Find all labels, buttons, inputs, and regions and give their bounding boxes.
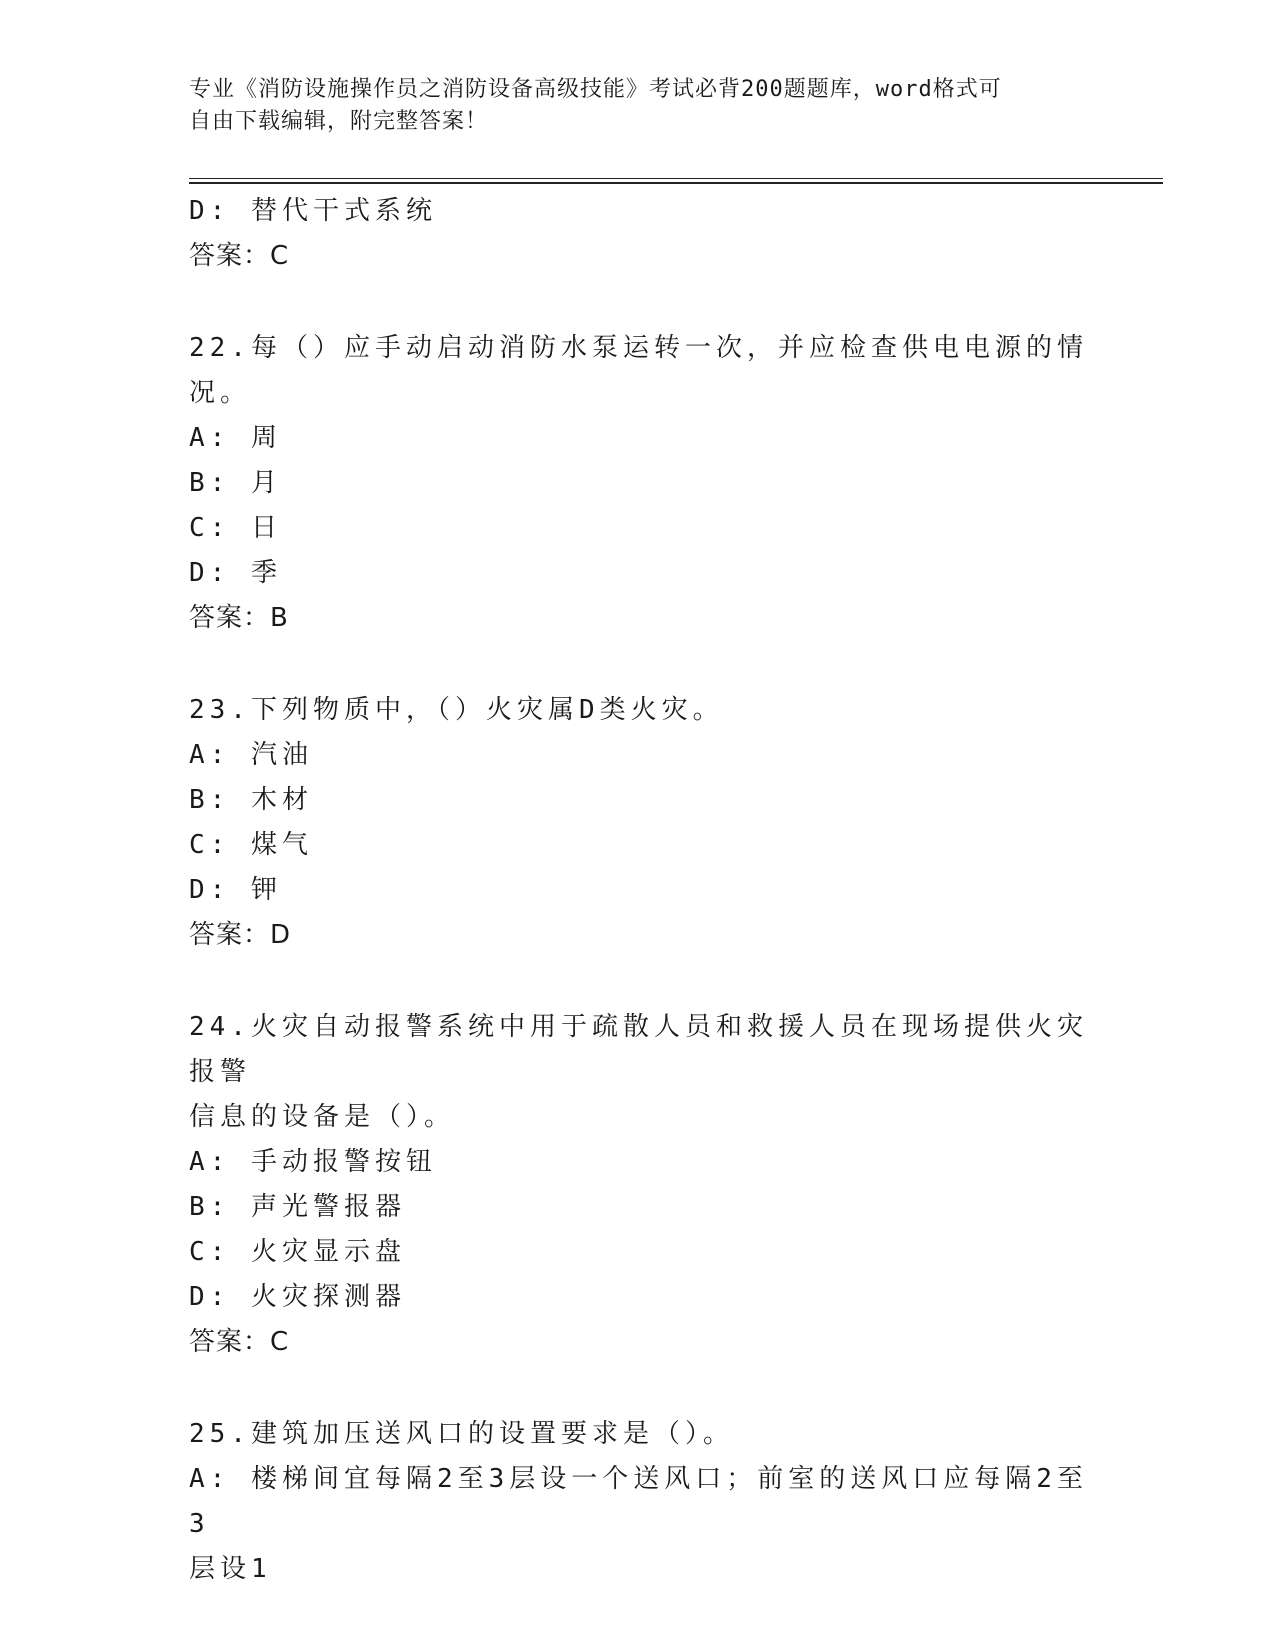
question-text: 25.建筑加压送风口的设置要求是（）。: [189, 1419, 734, 1449]
option-c: C: 煤气: [189, 830, 313, 860]
option-a: A: 手动报警按钮: [189, 1147, 437, 1177]
question-text-line-2: 信息的设备是（）。: [189, 1102, 456, 1132]
question-text-line-1: 24.火灾自动报警系统中用于疏散人员和救援人员在现场提供火灾报警: [189, 1012, 1088, 1087]
option-d: D: 火灾探测器: [189, 1282, 406, 1312]
question-block-21-continued: [189, 189, 1089, 279]
option-d: D: 季: [189, 558, 282, 588]
option-d: D: 钾: [189, 875, 282, 905]
spacer: [189, 1365, 1089, 1412]
option-a: A: 周: [189, 423, 282, 453]
spacer: [189, 641, 1089, 688]
option-a: A: 汽油: [189, 740, 313, 770]
option-c: C: 火灾显示盘: [189, 1237, 406, 1267]
header-title-line-1: 专业《消防设施操作员之消防设备高级技能》考试必背200题题库，word格式可: [189, 77, 1002, 102]
question-text: 23.下列物质中，（）火灾属D类火灾。: [189, 695, 724, 725]
spacer: [189, 279, 1089, 326]
question-block-23: [189, 688, 1089, 958]
header-divider-thick: [189, 182, 1163, 184]
option-b: B: 月: [189, 468, 282, 498]
option-b: B: 木材: [189, 785, 313, 815]
answer-line: 答案：C: [189, 1327, 290, 1357]
question-text: 22.每（）应手动启动消防水泵运转一次，并应检查供电电源的情况。: [189, 333, 1088, 408]
option-a-line-1: A: 楼梯间宜每隔2至3层设一个送风口；前室的送风口应每隔2至3: [189, 1464, 1088, 1539]
question-list: [189, 189, 1089, 1592]
option-c: C: 日: [189, 513, 282, 543]
header-title-line-2: 自由下载编辑，附完整答案！: [189, 109, 489, 134]
answer-line: 答案：D: [189, 920, 292, 950]
document-header: [189, 74, 1089, 138]
question-block-24: [189, 1005, 1089, 1365]
spacer: [189, 958, 1089, 1005]
answer-line: 答案：B: [189, 603, 289, 633]
option-b: B: 声光警报器: [189, 1192, 406, 1222]
answer-line: 答案：C: [189, 241, 290, 271]
option-d: D: 替代干式系统: [189, 196, 437, 226]
option-a-line-2: 层设1: [189, 1554, 272, 1584]
question-block-22: [189, 326, 1089, 641]
question-block-25: [189, 1412, 1089, 1592]
header-divider-thin: [189, 178, 1163, 179]
